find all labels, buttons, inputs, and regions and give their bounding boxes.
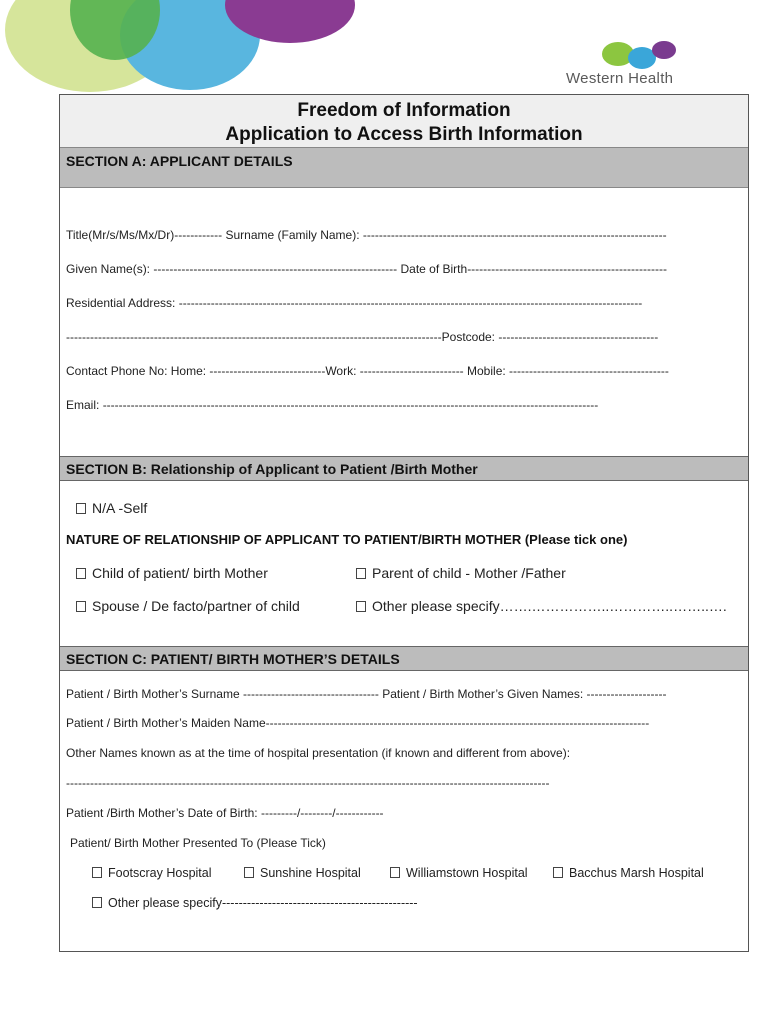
address-row: [66, 296, 642, 310]
email-row: [66, 398, 598, 412]
na-self-option[interactable]: [76, 500, 147, 516]
logo-mark-icon: [598, 38, 708, 72]
williamstown-label: Williamstown Hospital: [406, 866, 528, 880]
western-health-logo: [566, 38, 716, 92]
checkbox-icon[interactable]: [92, 867, 102, 878]
phone-home-label: Contact Phone No: Home:: [66, 364, 207, 378]
work-label: Work:: [325, 364, 357, 378]
sunshine-option[interactable]: [244, 866, 361, 880]
given-name-label: Given Name(s):: [66, 262, 151, 276]
mother-surname-label: Patient / Birth Mother’s Surname: [66, 687, 240, 701]
nature-heading: NATURE OF RELATIONSHIP OF APPLICANT TO PATIENT/BIRTH MOTHER (Please tick one): [66, 532, 628, 547]
checkbox-icon[interactable]: [76, 601, 86, 612]
dob-label: Date of Birth: [400, 262, 468, 276]
spouse-label: Spouse / De facto/partner of child: [92, 598, 300, 614]
mobile-field[interactable]: ----------------------------------------: [509, 364, 669, 378]
na-self-label: N/A -Self: [92, 500, 148, 516]
checkbox-icon[interactable]: [244, 867, 254, 878]
checkbox-icon[interactable]: [76, 503, 86, 514]
title-line-2: Application to Access Birth Information: [225, 124, 583, 145]
other-hospital-option[interactable]: [92, 896, 418, 910]
child-option[interactable]: [76, 565, 268, 581]
footscray-option[interactable]: [92, 866, 212, 880]
form-title: [60, 95, 748, 147]
checkbox-icon[interactable]: [356, 601, 366, 612]
phone-home-field[interactable]: -----------------------------: [209, 364, 326, 378]
mother-dob-label: Patient /Birth Mother’s Date of Birth:: [66, 806, 258, 820]
checkbox-icon[interactable]: [76, 568, 86, 579]
bacchus-marsh-option[interactable]: [553, 866, 704, 880]
other-hospital-field[interactable]: -----------------------------------------------: [221, 896, 418, 910]
email-label: Email:: [66, 398, 100, 412]
other-names-label: Other Names known as at the time of hospital presentation (if known and different from above):: [66, 746, 571, 760]
footscray-label: Footscray Hospital: [108, 866, 212, 880]
application-form: [59, 94, 749, 952]
williamstown-option[interactable]: [390, 866, 528, 880]
mother-dob-row: [66, 806, 384, 820]
presented-label: Patient/ Birth Mother Presented To (Please Tick): [70, 836, 326, 850]
postcode-field[interactable]: ----------------------------------------: [498, 330, 659, 344]
mother-given-label: Patient / Birth Mother’s Given Names:: [382, 687, 584, 701]
surname-field[interactable]: ----------------------------------------------------------------------------: [362, 228, 667, 242]
section-a-heading: SECTION A: APPLICANT DETAILS: [60, 147, 748, 188]
other-names-field[interactable]: -------------------------------------------------------------------------------------------------------------------------: [66, 776, 550, 790]
checkbox-icon[interactable]: [390, 867, 400, 878]
dob-field[interactable]: --------------------------------------------------: [467, 262, 667, 276]
email-field[interactable]: ----------------------------------------------------------------------------------------------------------------------------: [102, 398, 599, 412]
other-hospital-label: Other please specify: [108, 896, 222, 910]
maiden-name-label: Patient / Birth Mother’s Maiden Name: [66, 716, 266, 730]
logo-text: Western Health: [566, 70, 674, 87]
bacchus-marsh-label: Bacchus Marsh Hospital: [569, 866, 704, 880]
parent-label: Parent of child - Mother /Father: [372, 565, 566, 581]
mother-surname-field[interactable]: ----------------------------------: [242, 687, 383, 701]
mother-dob-field[interactable]: ---------/--------/------------: [261, 806, 384, 820]
work-field[interactable]: --------------------------: [359, 364, 468, 378]
parent-option[interactable]: [356, 565, 566, 581]
postcode-label: Postcode:: [441, 330, 496, 344]
header-decoration: [0, 0, 380, 100]
mother-given-field[interactable]: --------------------: [586, 687, 667, 701]
sunshine-label: Sunshine Hospital: [260, 866, 361, 880]
address-label: Residential Address:: [66, 296, 176, 310]
section-c-heading: SECTION C: PATIENT/ BIRTH MOTHER’S DETAILS: [60, 646, 748, 671]
checkbox-icon[interactable]: [553, 867, 563, 878]
checkbox-icon[interactable]: [356, 568, 366, 579]
maiden-name-field[interactable]: ------------------------------------------------------------------------------------------------: [265, 716, 650, 730]
address-field-2[interactable]: ----------------------------------------------------------------------------------------------: [66, 330, 442, 344]
child-label: Child of patient/ birth Mother: [92, 565, 268, 581]
mother-surname-row: [66, 687, 666, 701]
surname-label: Surname (Family Name):: [225, 228, 360, 242]
checkbox-icon[interactable]: [92, 897, 102, 908]
mobile-label: Mobile:: [467, 364, 506, 378]
address-postcode-row: [66, 330, 658, 344]
other-option[interactable]: [356, 598, 727, 614]
section-b-heading: SECTION B: Relationship of Applicant to Patient /Birth Mother: [60, 456, 748, 481]
other-label: Other please specify…….……………..…………..……..….: [372, 598, 727, 614]
spouse-option[interactable]: [76, 598, 300, 614]
title-surname-row: Title(Mr/s/Ms/Mx/Dr)------------ Surname (Family Name): ----------------------------------------------------------------------------: [66, 228, 667, 242]
title-label: Title(Mr/s/Ms/Mx/Dr): [66, 228, 175, 242]
title-line-1: Freedom of Information: [297, 100, 511, 121]
given-name-field[interactable]: -------------------------------------------------------------: [153, 262, 401, 276]
maiden-name-row: [66, 716, 649, 730]
given-dob-row: [66, 262, 667, 276]
address-field[interactable]: --------------------------------------------------------------------------------------------------------------------: [178, 296, 643, 310]
phone-row: [66, 364, 669, 378]
